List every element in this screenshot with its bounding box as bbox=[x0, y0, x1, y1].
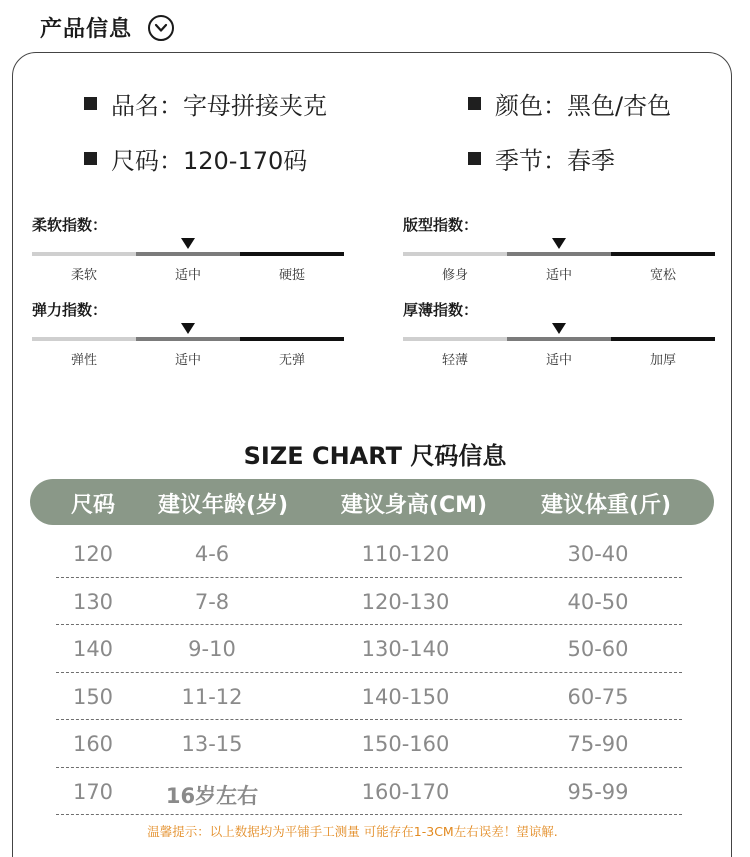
scale-segment bbox=[403, 252, 507, 256]
cell-height: 140-150 bbox=[361, 684, 450, 709]
scale-elasticity bbox=[32, 299, 344, 368]
scale-segment bbox=[240, 252, 344, 256]
cell-size: 150 bbox=[72, 684, 114, 709]
scale-label: 无弹 bbox=[278, 353, 305, 368]
size-chart-title: SIZE CHART 尺码信息 bbox=[243, 442, 507, 470]
cell-age: 9-10 bbox=[188, 637, 236, 661]
table-row bbox=[56, 530, 682, 578]
scale-label: 弹性 bbox=[70, 353, 97, 368]
scale-title: 柔软指数： bbox=[32, 216, 108, 234]
table-row bbox=[56, 720, 682, 768]
column-header: 尺码 bbox=[70, 493, 115, 518]
table-row bbox=[56, 578, 682, 626]
cell-weight: 95-99 bbox=[567, 779, 629, 804]
bullet-square-icon bbox=[84, 97, 97, 110]
scale-softness bbox=[32, 214, 344, 283]
scale-title: 版型指数： bbox=[403, 216, 479, 234]
scale-thickness bbox=[403, 299, 715, 368]
scale-label: 柔软 bbox=[70, 268, 97, 283]
scale-label: 加厚 bbox=[649, 353, 676, 368]
info-color-label: 颜色： bbox=[495, 92, 567, 120]
info-name-value: 字母拼接夹克 bbox=[183, 92, 327, 120]
column-header: 建议年龄(岁) bbox=[157, 493, 289, 518]
section-header bbox=[40, 12, 174, 43]
cell-height: 130-140 bbox=[361, 637, 450, 661]
cell-age: 4-6 bbox=[194, 542, 230, 566]
scale-label: 轻薄 bbox=[441, 353, 468, 368]
cell-height: 110-120 bbox=[361, 542, 450, 566]
cell-weight: 60-75 bbox=[567, 684, 629, 709]
cell-size: 160 bbox=[72, 732, 114, 756]
scale-segment bbox=[507, 337, 611, 341]
scale-label: 硬挺 bbox=[278, 268, 305, 283]
section-title: 产品信息 bbox=[40, 17, 133, 42]
cell-height: 120-130 bbox=[361, 589, 450, 614]
level-pointer-icon bbox=[181, 238, 195, 249]
cell-height: 160-170 bbox=[361, 779, 450, 804]
chevron-down-icon[interactable] bbox=[148, 15, 174, 41]
scale-segment bbox=[32, 337, 136, 341]
scale-label: 修身 bbox=[441, 268, 468, 283]
info-size-value: 120-170码 bbox=[183, 147, 308, 175]
cell-age: 7-8 bbox=[194, 589, 230, 614]
scale-label: 适中 bbox=[545, 268, 572, 283]
scale-label: 适中 bbox=[174, 268, 201, 283]
table-row bbox=[56, 673, 682, 721]
info-name bbox=[84, 86, 327, 121]
scale-segment bbox=[136, 252, 240, 256]
info-season bbox=[468, 141, 615, 176]
cell-age: 11-12 bbox=[181, 684, 243, 709]
measurement-note: 温馨提示：以上数据均为平铺手工测量 可能存在1-3CM左右误差！望谅解. bbox=[147, 824, 558, 839]
cell-age: 16岁左右 bbox=[165, 783, 259, 808]
scale-title: 弹力指数： bbox=[32, 301, 108, 319]
info-size-label: 尺码： bbox=[111, 147, 183, 175]
cell-size: 130 bbox=[72, 589, 114, 614]
level-pointer-icon bbox=[181, 323, 195, 334]
info-season-value: 春季 bbox=[567, 147, 615, 175]
scale-segment bbox=[32, 252, 136, 256]
column-header: 建议体重(斤) bbox=[540, 493, 672, 518]
scale-label: 适中 bbox=[174, 353, 201, 368]
cell-weight: 30-40 bbox=[567, 542, 629, 566]
cell-weight: 40-50 bbox=[567, 589, 629, 614]
cell-size: 140 bbox=[72, 637, 114, 661]
cell-size: 120 bbox=[72, 542, 114, 566]
cell-size: 170 bbox=[72, 779, 114, 804]
scale-title: 厚薄指数： bbox=[403, 301, 479, 319]
scale-label: 适中 bbox=[545, 353, 572, 368]
bullet-square-icon bbox=[84, 152, 97, 165]
scale-fit bbox=[403, 214, 715, 283]
scale-label: 宽松 bbox=[649, 268, 676, 283]
column-header: 建议身高(CM) bbox=[340, 493, 488, 518]
table-row bbox=[56, 625, 682, 673]
cell-weight: 50-60 bbox=[567, 637, 629, 661]
bullet-square-icon bbox=[468, 152, 481, 165]
cell-weight: 75-90 bbox=[567, 732, 629, 756]
scale-segment bbox=[611, 337, 715, 341]
info-season-label: 季节： bbox=[495, 147, 567, 175]
scale-segment bbox=[507, 252, 611, 256]
info-name-label: 品名： bbox=[111, 92, 183, 120]
level-pointer-icon bbox=[552, 323, 566, 334]
scale-segment bbox=[611, 252, 715, 256]
bullet-square-icon bbox=[468, 97, 481, 110]
info-color bbox=[468, 86, 671, 121]
cell-age: 13-15 bbox=[181, 732, 243, 756]
level-pointer-icon bbox=[552, 238, 566, 249]
scale-segment bbox=[240, 337, 344, 341]
scale-segment bbox=[403, 337, 507, 341]
info-color-value: 黑色/杏色 bbox=[567, 92, 672, 120]
size-table-header bbox=[30, 479, 714, 525]
cell-height: 150-160 bbox=[361, 732, 450, 756]
table-row bbox=[56, 768, 682, 816]
scale-segment bbox=[136, 337, 240, 341]
info-size bbox=[84, 141, 307, 176]
